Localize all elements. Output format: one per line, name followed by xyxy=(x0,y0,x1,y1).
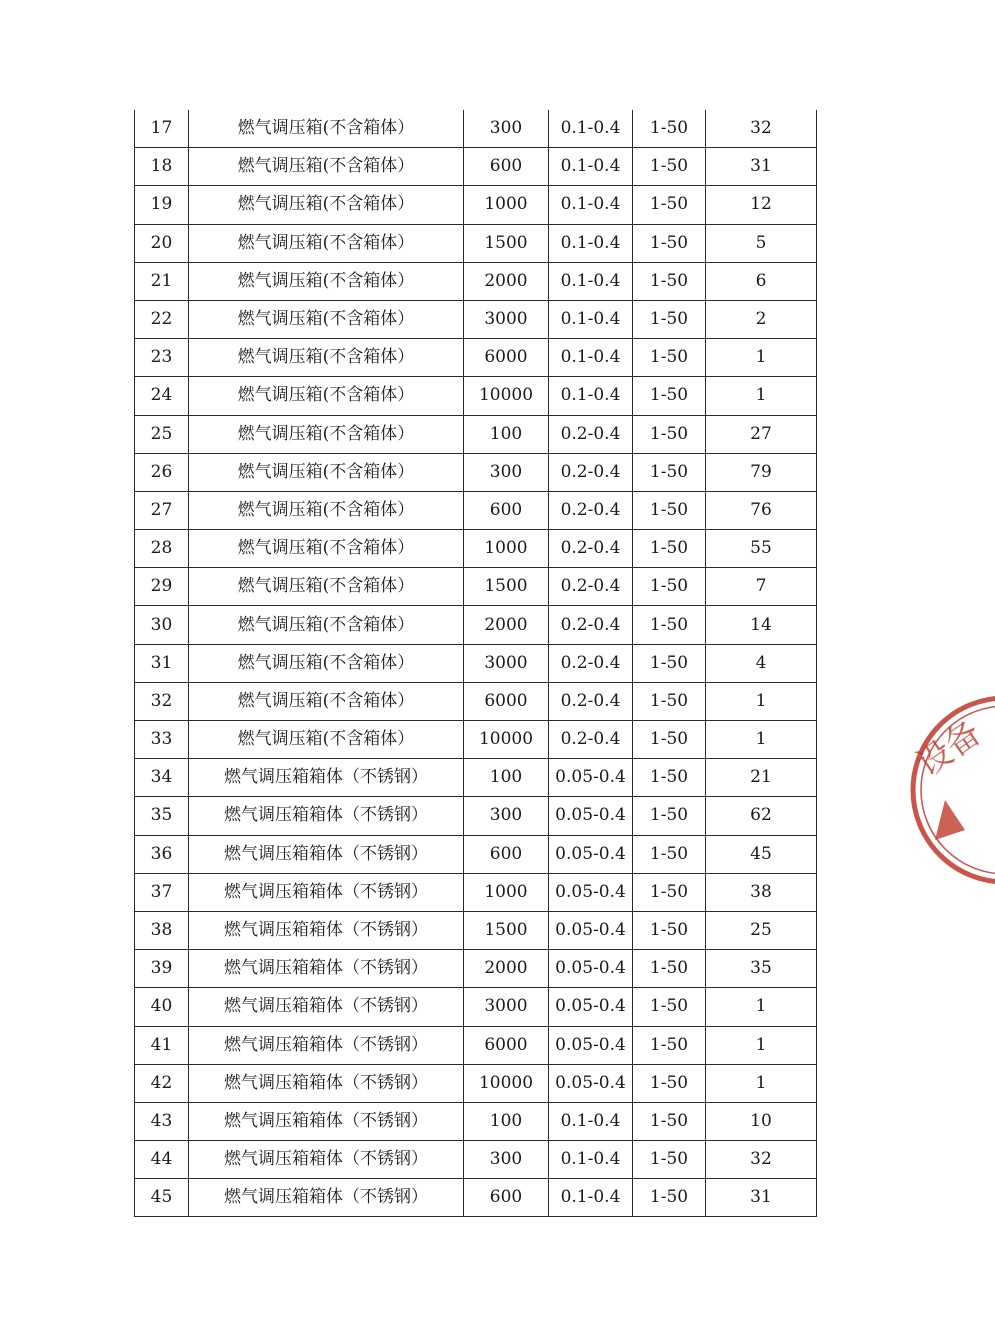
pressure-cell: 0.1-0.4 xyxy=(549,110,633,148)
product-name-cell: 燃气调压箱(不含箱体） xyxy=(189,415,464,453)
quantity-cell: 45 xyxy=(706,835,817,873)
pressure-cell: 0.2-0.4 xyxy=(549,453,633,491)
flow-cell: 300 xyxy=(464,110,549,148)
product-name-cell: 燃气调压箱(不含箱体） xyxy=(189,339,464,377)
product-name-cell: 燃气调压箱(不含箱体） xyxy=(189,262,464,300)
flow-cell: 600 xyxy=(464,491,549,529)
pressure-cell: 0.2-0.4 xyxy=(549,682,633,720)
range-cell: 1-50 xyxy=(633,1102,706,1140)
pressure-cell: 0.2-0.4 xyxy=(549,606,633,644)
row-number-cell: 35 xyxy=(135,797,189,835)
product-name-cell: 燃气调压箱(不含箱体） xyxy=(189,721,464,759)
quantity-cell: 31 xyxy=(706,148,817,186)
flow-cell: 300 xyxy=(464,797,549,835)
product-name-cell: 燃气调压箱(不含箱体） xyxy=(189,606,464,644)
product-name-cell: 燃气调压箱(不含箱体） xyxy=(189,186,464,224)
row-number-cell: 38 xyxy=(135,911,189,949)
flow-cell: 6000 xyxy=(464,339,549,377)
pressure-cell: 0.2-0.4 xyxy=(549,568,633,606)
quantity-cell: 7 xyxy=(706,568,817,606)
flow-cell: 1000 xyxy=(464,530,549,568)
table-row xyxy=(135,377,817,415)
pressure-cell: 0.1-0.4 xyxy=(549,224,633,262)
range-cell: 1-50 xyxy=(633,262,706,300)
product-name-cell: 燃气调压箱箱体（不锈钢） xyxy=(189,950,464,988)
range-cell: 1-50 xyxy=(633,797,706,835)
row-number-cell: 24 xyxy=(135,377,189,415)
table-row xyxy=(135,110,817,148)
flow-cell: 100 xyxy=(464,1102,549,1140)
quantity-cell: 1 xyxy=(706,1026,817,1064)
product-name-cell: 燃气调压箱(不含箱体） xyxy=(189,453,464,491)
product-name-cell: 燃气调压箱(不含箱体） xyxy=(189,644,464,682)
table-row xyxy=(135,339,817,377)
quantity-cell: 32 xyxy=(706,110,817,148)
quantity-cell: 14 xyxy=(706,606,817,644)
row-number-cell: 30 xyxy=(135,606,189,644)
table-row xyxy=(135,1026,817,1064)
table-row xyxy=(135,682,817,720)
range-cell: 1-50 xyxy=(633,682,706,720)
range-cell: 1-50 xyxy=(633,835,706,873)
product-name-cell: 燃气调压箱箱体（不锈钢） xyxy=(189,911,464,949)
table-row xyxy=(135,1179,817,1217)
quantity-cell: 31 xyxy=(706,1179,817,1217)
row-number-cell: 27 xyxy=(135,491,189,529)
pressure-cell: 0.05-0.4 xyxy=(549,759,633,797)
flow-cell: 2000 xyxy=(464,262,549,300)
quantity-cell: 1 xyxy=(706,988,817,1026)
pressure-cell: 0.05-0.4 xyxy=(549,1026,633,1064)
range-cell: 1-50 xyxy=(633,453,706,491)
quantity-cell: 6 xyxy=(706,262,817,300)
pressure-cell: 0.05-0.4 xyxy=(549,873,633,911)
quantity-cell: 10 xyxy=(706,1102,817,1140)
row-number-cell: 22 xyxy=(135,300,189,338)
row-number-cell: 36 xyxy=(135,835,189,873)
row-number-cell: 26 xyxy=(135,453,189,491)
pressure-cell: 0.1-0.4 xyxy=(549,1179,633,1217)
quantity-cell: 1 xyxy=(706,1064,817,1102)
range-cell: 1-50 xyxy=(633,721,706,759)
product-name-cell: 燃气调压箱箱体（不锈钢） xyxy=(189,1026,464,1064)
row-number-cell: 45 xyxy=(135,1179,189,1217)
row-number-cell: 28 xyxy=(135,530,189,568)
pressure-cell: 0.05-0.4 xyxy=(549,950,633,988)
product-name-cell: 燃气调压箱(不含箱体） xyxy=(189,300,464,338)
pressure-cell: 0.05-0.4 xyxy=(549,911,633,949)
pressure-cell: 0.1-0.4 xyxy=(549,1102,633,1140)
range-cell: 1-50 xyxy=(633,300,706,338)
row-number-cell: 20 xyxy=(135,224,189,262)
row-number-cell: 32 xyxy=(135,682,189,720)
quantity-cell: 79 xyxy=(706,453,817,491)
quantity-cell: 55 xyxy=(706,530,817,568)
table-row xyxy=(135,568,817,606)
flow-cell: 3000 xyxy=(464,988,549,1026)
range-cell: 1-50 xyxy=(633,606,706,644)
red-seal-stamp xyxy=(905,690,995,890)
quantity-cell: 76 xyxy=(706,491,817,529)
table-row xyxy=(135,415,817,453)
quantity-cell: 1 xyxy=(706,682,817,720)
product-name-cell: 燃气调压箱箱体（不锈钢） xyxy=(189,759,464,797)
row-number-cell: 43 xyxy=(135,1102,189,1140)
product-name-cell: 燃气调压箱箱体（不锈钢） xyxy=(189,1179,464,1217)
range-cell: 1-50 xyxy=(633,530,706,568)
quantity-cell: 4 xyxy=(706,644,817,682)
pressure-cell: 0.05-0.4 xyxy=(549,988,633,1026)
row-number-cell: 41 xyxy=(135,1026,189,1064)
product-name-cell: 燃气调压箱箱体（不锈钢） xyxy=(189,835,464,873)
product-name-cell: 燃气调压箱(不含箱体） xyxy=(189,491,464,529)
range-cell: 1-50 xyxy=(633,911,706,949)
row-number-cell: 29 xyxy=(135,568,189,606)
row-number-cell: 44 xyxy=(135,1141,189,1179)
product-name-cell: 燃气调压箱(不含箱体） xyxy=(189,682,464,720)
quantity-cell: 35 xyxy=(706,950,817,988)
pressure-cell: 0.2-0.4 xyxy=(549,415,633,453)
flow-cell: 1500 xyxy=(464,224,549,262)
flow-cell: 10000 xyxy=(464,1064,549,1102)
flow-cell: 1500 xyxy=(464,911,549,949)
range-cell: 1-50 xyxy=(633,415,706,453)
flow-cell: 100 xyxy=(464,415,549,453)
quantity-cell: 1 xyxy=(706,377,817,415)
flow-cell: 1000 xyxy=(464,186,549,224)
flow-cell: 600 xyxy=(464,835,549,873)
table-row xyxy=(135,186,817,224)
pressure-cell: 0.05-0.4 xyxy=(549,1064,633,1102)
range-cell: 1-50 xyxy=(633,568,706,606)
quantity-cell: 1 xyxy=(706,721,817,759)
table-row xyxy=(135,530,817,568)
pressure-cell: 0.1-0.4 xyxy=(549,148,633,186)
product-name-cell: 燃气调压箱箱体（不锈钢） xyxy=(189,988,464,1026)
table-row xyxy=(135,873,817,911)
table-row xyxy=(135,453,817,491)
flow-cell: 600 xyxy=(464,148,549,186)
row-number-cell: 19 xyxy=(135,186,189,224)
table-row xyxy=(135,1141,817,1179)
product-name-cell: 燃气调压箱(不含箱体） xyxy=(189,568,464,606)
table-row xyxy=(135,721,817,759)
range-cell: 1-50 xyxy=(633,1141,706,1179)
table-row xyxy=(135,950,817,988)
product-name-cell: 燃气调压箱(不含箱体） xyxy=(189,110,464,148)
quantity-cell: 25 xyxy=(706,911,817,949)
row-number-cell: 23 xyxy=(135,339,189,377)
quantity-cell: 21 xyxy=(706,759,817,797)
range-cell: 1-50 xyxy=(633,988,706,1026)
equipment-spec-table xyxy=(134,110,817,1217)
range-cell: 1-50 xyxy=(633,377,706,415)
row-number-cell: 31 xyxy=(135,644,189,682)
range-cell: 1-50 xyxy=(633,873,706,911)
row-number-cell: 42 xyxy=(135,1064,189,1102)
range-cell: 1-50 xyxy=(633,491,706,529)
pressure-cell: 0.1-0.4 xyxy=(549,339,633,377)
row-number-cell: 37 xyxy=(135,873,189,911)
row-number-cell: 40 xyxy=(135,988,189,1026)
range-cell: 1-50 xyxy=(633,1179,706,1217)
quantity-cell: 32 xyxy=(706,1141,817,1179)
range-cell: 1-50 xyxy=(633,148,706,186)
product-name-cell: 燃气调压箱箱体（不锈钢） xyxy=(189,797,464,835)
flow-cell: 1500 xyxy=(464,568,549,606)
pressure-cell: 0.05-0.4 xyxy=(549,797,633,835)
product-name-cell: 燃气调压箱(不含箱体） xyxy=(189,377,464,415)
range-cell: 1-50 xyxy=(633,950,706,988)
pressure-cell: 0.2-0.4 xyxy=(549,530,633,568)
range-cell: 1-50 xyxy=(633,644,706,682)
seal-ring xyxy=(913,698,995,882)
quantity-cell: 62 xyxy=(706,797,817,835)
product-name-cell: 燃气调压箱箱体（不锈钢） xyxy=(189,1064,464,1102)
flow-cell: 300 xyxy=(464,1141,549,1179)
table-row xyxy=(135,759,817,797)
product-name-cell: 燃气调压箱箱体（不锈钢） xyxy=(189,1102,464,1140)
table-row xyxy=(135,835,817,873)
flow-cell: 100 xyxy=(464,759,549,797)
table-row xyxy=(135,300,817,338)
pressure-cell: 0.2-0.4 xyxy=(549,644,633,682)
flow-cell: 6000 xyxy=(464,682,549,720)
product-name-cell: 燃气调压箱箱体（不锈钢） xyxy=(189,873,464,911)
table-row xyxy=(135,224,817,262)
flow-cell: 10000 xyxy=(464,721,549,759)
table-row xyxy=(135,606,817,644)
pressure-cell: 0.1-0.4 xyxy=(549,300,633,338)
seal-star-fragment xyxy=(935,800,965,840)
quantity-cell: 5 xyxy=(706,224,817,262)
flow-cell: 300 xyxy=(464,453,549,491)
table-row xyxy=(135,1102,817,1140)
row-number-cell: 34 xyxy=(135,759,189,797)
pressure-cell: 0.2-0.4 xyxy=(549,721,633,759)
product-name-cell: 燃气调压箱箱体（不锈钢） xyxy=(189,1141,464,1179)
quantity-cell: 1 xyxy=(706,339,817,377)
table-row xyxy=(135,988,817,1026)
table-row xyxy=(135,911,817,949)
pressure-cell: 0.1-0.4 xyxy=(549,1141,633,1179)
quantity-cell: 2 xyxy=(706,300,817,338)
seal-text: 设备 xyxy=(909,712,989,785)
product-name-cell: 燃气调压箱(不含箱体） xyxy=(189,224,464,262)
flow-cell: 2000 xyxy=(464,606,549,644)
flow-cell: 600 xyxy=(464,1179,549,1217)
range-cell: 1-50 xyxy=(633,110,706,148)
pressure-cell: 0.05-0.4 xyxy=(549,835,633,873)
range-cell: 1-50 xyxy=(633,1026,706,1064)
row-number-cell: 39 xyxy=(135,950,189,988)
table-row xyxy=(135,797,817,835)
flow-cell: 1000 xyxy=(464,873,549,911)
table-row xyxy=(135,491,817,529)
flow-cell: 3000 xyxy=(464,644,549,682)
product-name-cell: 燃气调压箱(不含箱体） xyxy=(189,530,464,568)
quantity-cell: 27 xyxy=(706,415,817,453)
row-number-cell: 17 xyxy=(135,110,189,148)
range-cell: 1-50 xyxy=(633,186,706,224)
table-body xyxy=(135,110,817,1217)
row-number-cell: 33 xyxy=(135,721,189,759)
pressure-cell: 0.1-0.4 xyxy=(549,186,633,224)
quantity-cell: 12 xyxy=(706,186,817,224)
row-number-cell: 25 xyxy=(135,415,189,453)
range-cell: 1-50 xyxy=(633,339,706,377)
flow-cell: 10000 xyxy=(464,377,549,415)
row-number-cell: 18 xyxy=(135,148,189,186)
pressure-cell: 0.2-0.4 xyxy=(549,491,633,529)
range-cell: 1-50 xyxy=(633,1064,706,1102)
flow-cell: 2000 xyxy=(464,950,549,988)
quantity-cell: 38 xyxy=(706,873,817,911)
pressure-cell: 0.1-0.4 xyxy=(549,377,633,415)
pressure-cell: 0.1-0.4 xyxy=(549,262,633,300)
table-row xyxy=(135,148,817,186)
flow-cell: 3000 xyxy=(464,300,549,338)
table-row xyxy=(135,1064,817,1102)
product-name-cell: 燃气调压箱(不含箱体） xyxy=(189,148,464,186)
range-cell: 1-50 xyxy=(633,224,706,262)
row-number-cell: 21 xyxy=(135,262,189,300)
table-row xyxy=(135,262,817,300)
range-cell: 1-50 xyxy=(633,759,706,797)
table-row xyxy=(135,644,817,682)
flow-cell: 6000 xyxy=(464,1026,549,1064)
